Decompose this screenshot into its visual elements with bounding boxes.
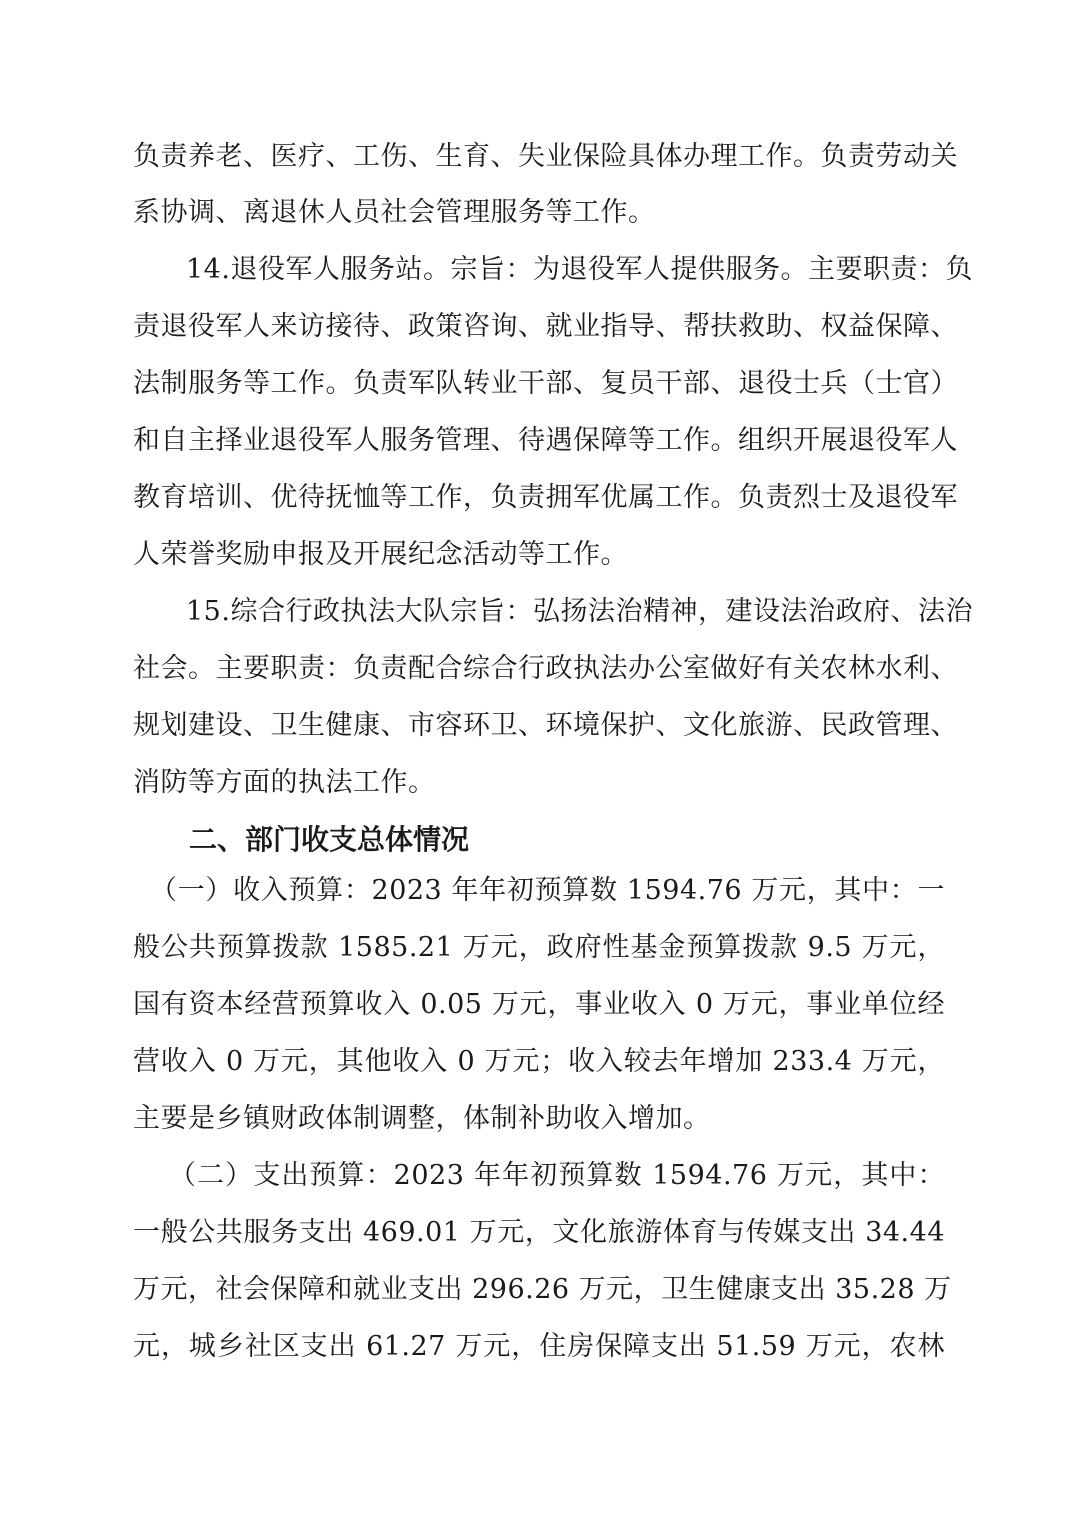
paragraph-line: （二）支出预算：2023 年年初预算数 1594.76 万元，其中： [169,1160,945,1191]
paragraph-line: 般公共预算拨款 1585.21 万元，政府性基金预算拨款 9.5 万元， [133,932,945,963]
paragraph-line: 社会。主要职责：负责配合综合行政执法办公室做好有关农林水利、 [133,653,958,684]
section-heading: 二、部门收支总体情况 [189,823,470,856]
paragraph-line: 14.退役军人服务站。宗旨：为退役军人提供服务。主要职责：负 [186,254,973,285]
paragraph-line: 和自主择业退役军人服务管理、待遇保障等工作。组织开展退役军人 [133,425,958,456]
paragraph-line: 营收入 0 万元，其他收入 0 万元；收入较去年增加 233.4 万元， [133,1046,945,1077]
paragraph-line: 规划建设、卫生健康、市容环卫、环境保护、文化旅游、民政管理、 [133,710,958,741]
paragraph-line: 一般公共服务支出 469.01 万元，文化旅游体育与传媒支出 34.44 [133,1217,945,1248]
paragraph-line: 消防等方面的执法工作。 [133,767,436,798]
paragraph-line: 教育培训、优待抚恤等工作，负责拥军优属工作。负责烈士及退役军 [133,482,958,513]
paragraph-line: 负责养老、医疗、工伤、生育、失业保险具体办理工作。负责劳动关 [133,141,958,172]
paragraph-line: 法制服务等工作。负责军队转业干部、复员干部、退役士兵（士官） [133,368,958,399]
paragraph-line: 元，城乡社区支出 61.27 万元，住房保障支出 51.59 万元，农林 [133,1331,945,1362]
paragraph-line: （一）收入预算：2023 年年初预算数 1594.76 万元，其中：一 [150,875,945,906]
paragraph-line: 万元，社会保障和就业支出 296.26 万元，卫生健康支出 35.28 万 [133,1274,952,1305]
paragraph-line: 人荣誉奖励申报及开展纪念活动等工作。 [133,539,628,570]
paragraph-line: 责退役军人来访接待、政策咨询、就业指导、帮扶救助、权益保障、 [133,311,958,342]
paragraph-line: 系协调、离退休人员社会管理服务等工作。 [133,197,656,228]
paragraph-line: 15.综合行政执法大队宗旨：弘扬法治精神，建设法治政府、法治 [186,596,973,627]
paragraph-line: 国有资本经营预算收入 0.05 万元，事业收入 0 万元，事业单位经 [133,989,945,1020]
paragraph-line: 主要是乡镇财政体制调整，体制补助收入增加。 [133,1103,711,1134]
